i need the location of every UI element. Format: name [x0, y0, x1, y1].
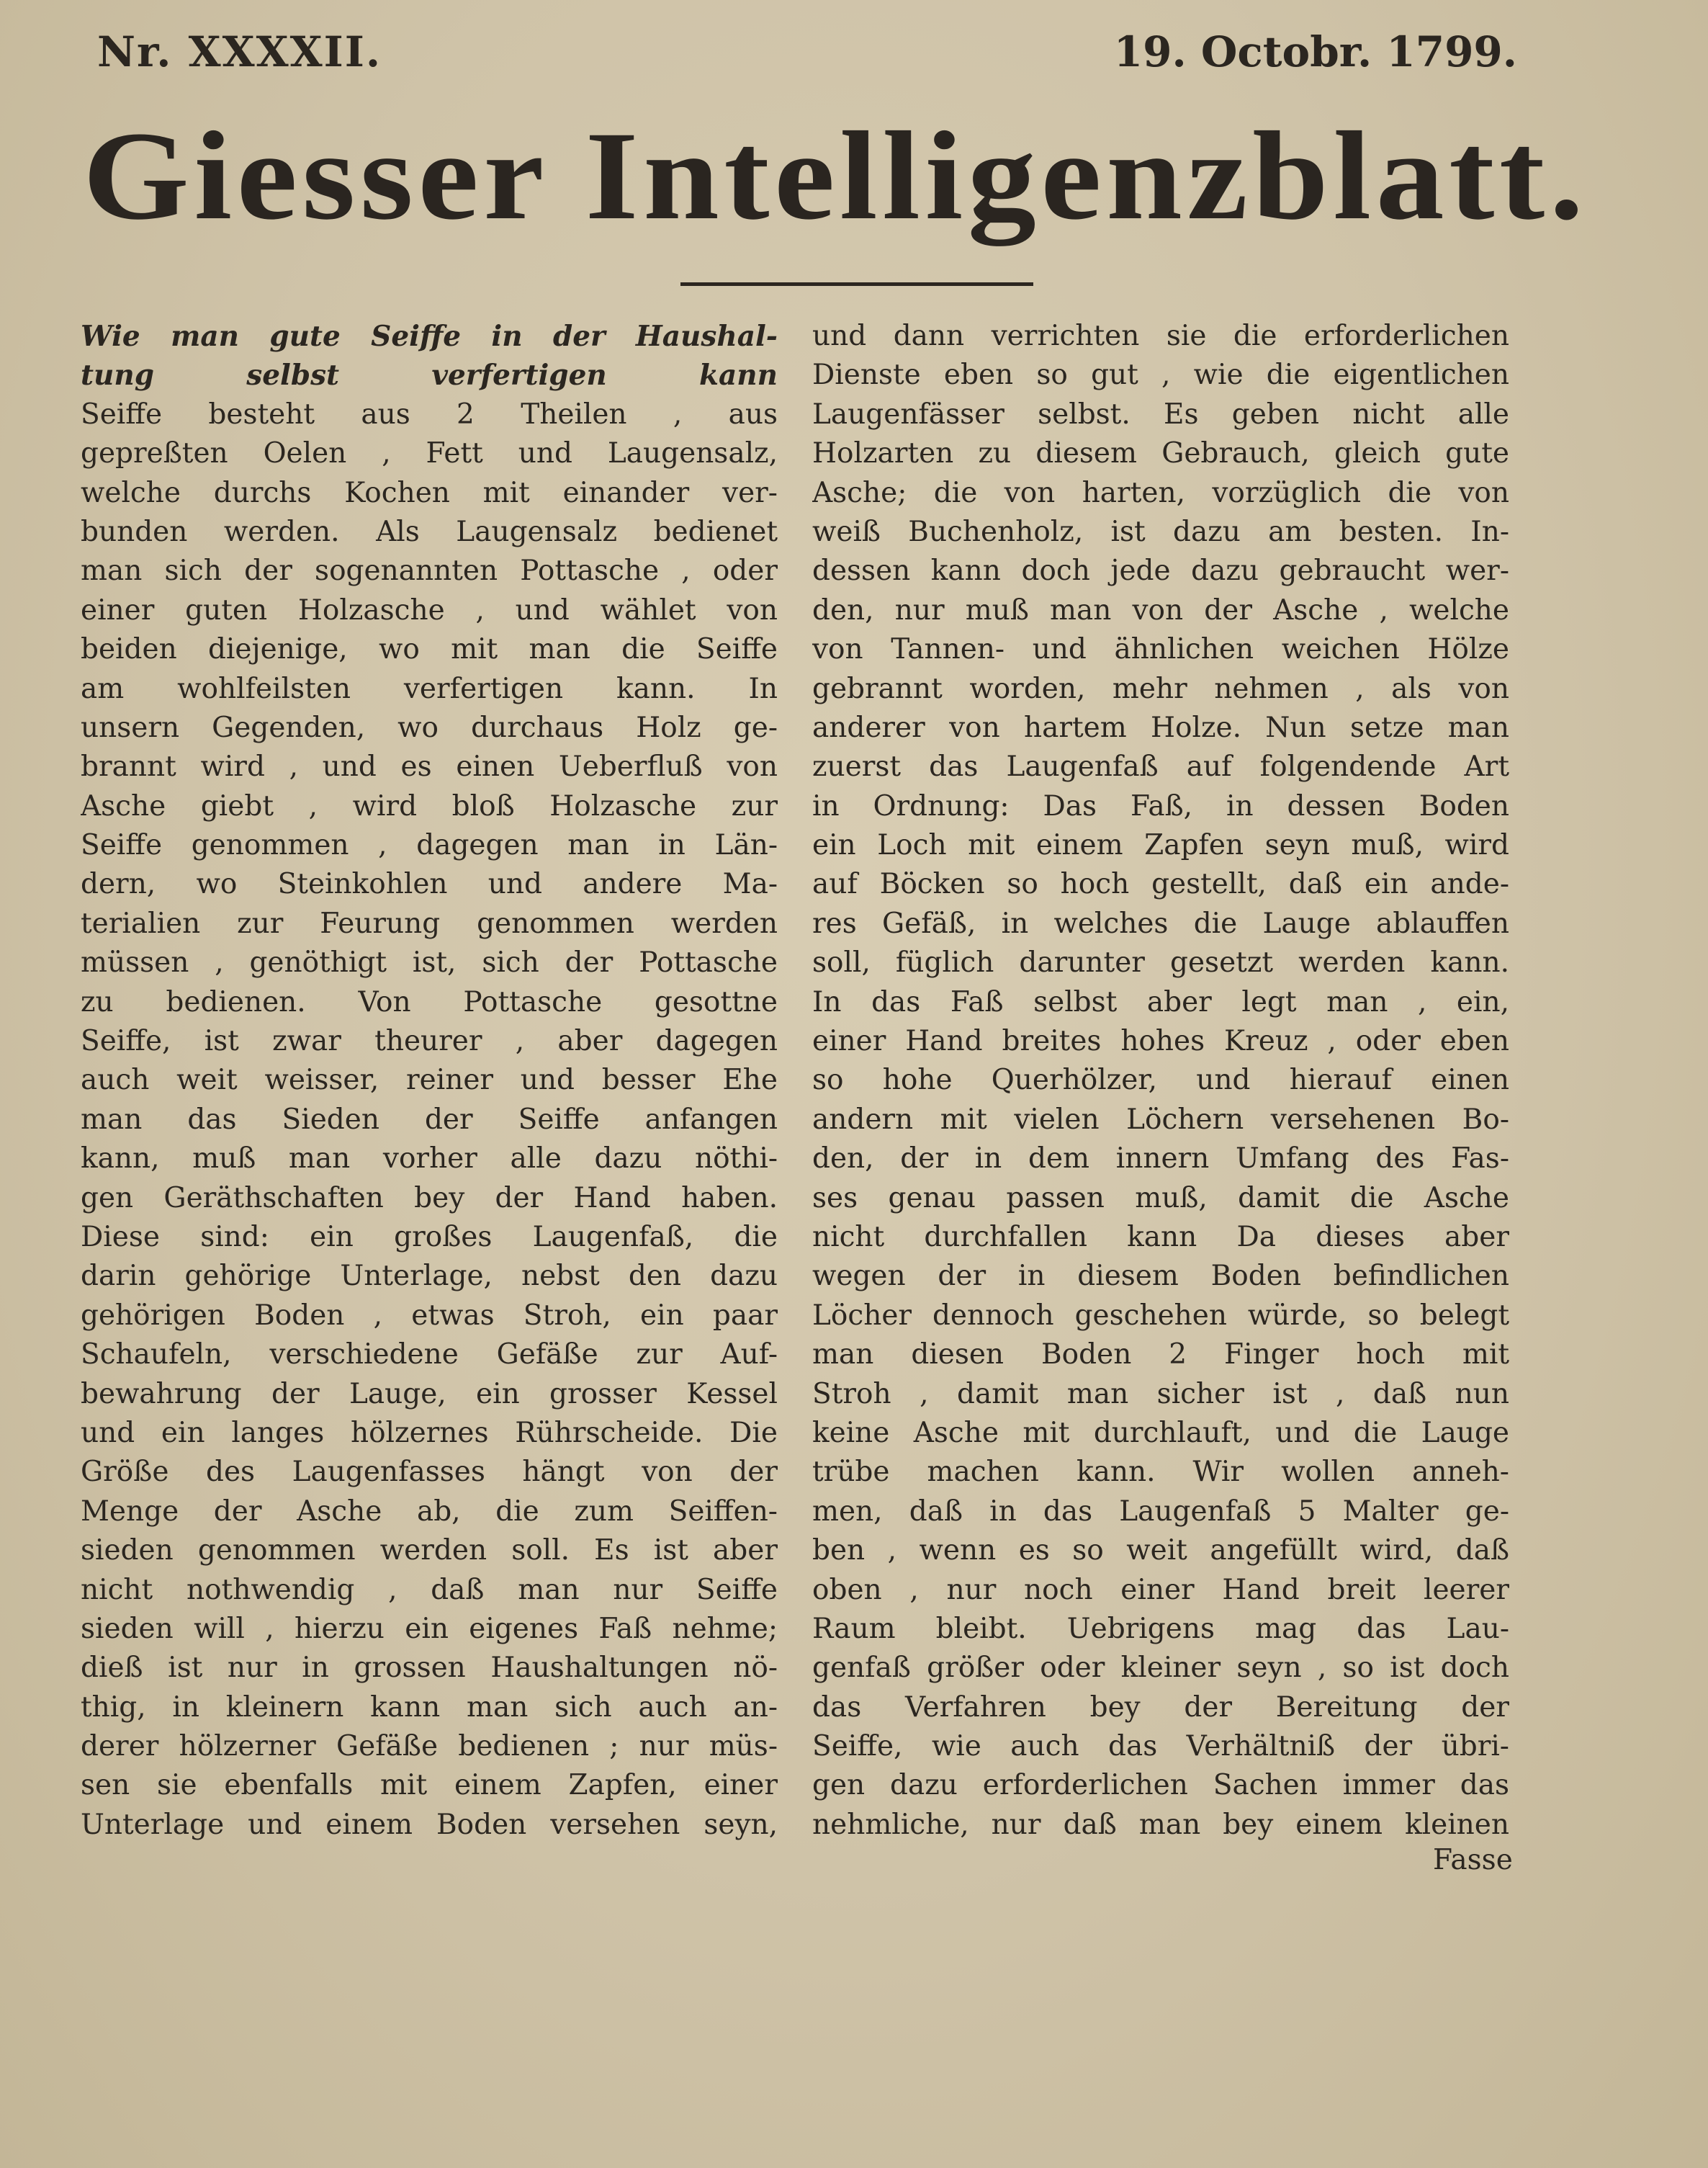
text-line: gehörigen Boden , etwas Stroh, ein paar [81, 1299, 778, 1332]
text-line: sen sie ebenfalls mit einem Zapfen, einer [81, 1769, 778, 1802]
text-line: sieden genommen werden soll. Es ist aber [81, 1534, 778, 1567]
text-line: zuerst das Laugenfaß auf folgendende Art [812, 751, 1509, 784]
text-line: man sich der sogenannten Pottasche , oder [81, 555, 778, 588]
text-line: dessen kann doch jede dazu gebraucht wer- [812, 555, 1509, 588]
text-line: Laugenfässer selbst. Es geben nicht alle [812, 398, 1509, 431]
text-line: genfaß größer oder kleiner seyn , so ist doch [812, 1652, 1509, 1685]
text-line: welche durchs Kochen mit einander ver- [81, 476, 778, 509]
text-line: Löcher dennoch geschehen würde, so belegt [812, 1299, 1509, 1332]
text-line: in Ordnung: Das Faß, in dessen Boden [812, 789, 1509, 823]
text-line: Unterlage und einem Boden versehen seyn, [81, 1808, 778, 1841]
masthead-title: Giesser Intelligenzblatt. [83, 106, 1588, 246]
right-column [812, 317, 1509, 1845]
text-line: Seiffe genommen , dagegen man in Län- [81, 829, 778, 862]
text-line: gebrannt worden, mehr nehmen , als von [812, 672, 1509, 705]
text-line: Seiffe, ist zwar theurer , aber dagegen [81, 1025, 778, 1058]
text-line: gepreßten Oelen , Fett und Laugensalz, [81, 437, 778, 470]
text-line: ses genau passen muß, damit die Asche [812, 1181, 1509, 1214]
text-line: Asche giebt , wird bloß Holzasche zur [81, 789, 778, 823]
text-line: trübe machen kann. Wir wollen anneh- [812, 1456, 1509, 1489]
text-line: und dann verrichten sie die erforderlichen [812, 320, 1509, 352]
text-line: bewahrung der Lauge, ein grosser Kessel [81, 1377, 778, 1410]
text-line: Holzarten zu diesem Gebrauch, gleich gute [812, 437, 1509, 470]
text-line: kann, muß man vorher alle dazu nöthi- [81, 1142, 778, 1175]
text-line: und ein langes hölzernes Rührscheide. Die [81, 1416, 778, 1449]
text-line: man diesen Boden 2 Finger hoch mit [812, 1338, 1509, 1371]
text-line: Größe des Laugenfasses hängt von der [81, 1456, 778, 1489]
text-line: bunden werden. Als Laugensalz bedienet [81, 515, 778, 548]
text-line: einer Hand breites hohes Kreuz , oder eben [812, 1025, 1509, 1058]
text-line: thig, in kleinern kann man sich auch an- [81, 1690, 778, 1724]
catchword: Fasse [1433, 1844, 1513, 1876]
text-line: nicht nothwendig , daß man nur Seiffe [81, 1573, 778, 1606]
text-line: men, daß in das Laugenfaß 5 Malter ge- [812, 1495, 1509, 1528]
text-line: von Tannen- und ähnlichen weichen Hölze [812, 633, 1509, 666]
text-line: andern mit vielen Löchern versehenen Bo- [812, 1103, 1509, 1136]
text-line: nicht durchfallen kann Da dieses aber [812, 1220, 1509, 1253]
text-line: man das Sieden der Seiffe anfangen [81, 1103, 778, 1136]
text-line: terialien zur Feurung genommen werden [81, 907, 778, 940]
text-line: müssen , genöthigt ist, sich der Pottasche [81, 946, 778, 980]
text-line: oben , nur noch einer Hand breit leerer [812, 1573, 1509, 1606]
issue-date: 19. Octobr. 1799. [1113, 27, 1517, 76]
text-line: soll, füglich darunter gesetzt werden kann. [812, 946, 1509, 980]
text-line: ben , wenn es so weit angefüllt wird, daß [812, 1534, 1509, 1567]
text-line: sieden will , hierzu ein eigenes Faß nehme; [81, 1612, 778, 1645]
text-line: Seiffe, wie auch das Verhältniß der übri- [812, 1730, 1509, 1763]
text-line: Stroh , damit man sicher ist , daß nun [812, 1377, 1509, 1410]
text-line: Raum bleibt. Uebrigens mag das Lau- [812, 1612, 1509, 1645]
text-line: auch weit weisser, reiner und besser Ehe [81, 1064, 778, 1097]
header-row [0, 20, 1708, 99]
left-column [81, 317, 778, 1845]
text-line: Menge der Asche ab, die zum Seiffen- [81, 1495, 778, 1528]
text-line: Dienste eben so gut , wie die eigentlichen [812, 359, 1509, 392]
text-line: nehmliche, nur daß man bey einem kleinen [812, 1808, 1509, 1841]
text-line: dern, wo Steinkohlen und andere Ma- [81, 868, 778, 901]
text-line: gen dazu erforderlichen Sachen immer das [812, 1769, 1509, 1802]
text-line: den, der in dem innern Umfang des Fas- [812, 1142, 1509, 1175]
issue-number: Nr. XXXXII. [97, 27, 382, 76]
text-line: Seiffe besteht aus 2 Theilen , aus [81, 398, 778, 431]
text-line: wegen der in diesem Boden befindlichen [812, 1260, 1509, 1293]
text-line: anderer von hartem Holze. Nun setze man [812, 711, 1509, 744]
text-line: Diese sind: ein großes Laugenfaß, die [81, 1220, 778, 1253]
article-heading-line: Wie man gute Seiffe in der Haushal- [81, 320, 778, 353]
text-line: Asche; die von harten, vorzüglich die von [812, 476, 1509, 509]
text-line: ein Loch mit einem Zapfen seyn muß, wird [812, 829, 1509, 862]
text-line: so hohe Querhölzer, und hierauf einen [812, 1064, 1509, 1097]
text-line: weiß Buchenholz, ist dazu am besten. In- [812, 515, 1509, 548]
text-line: In das Faß selbst aber legt man , ein, [812, 985, 1509, 1018]
text-line: auf Böcken so hoch gestellt, daß ein ande- [812, 868, 1509, 901]
text-line: einer guten Holzasche , und wählet von [81, 593, 778, 627]
text-line: res Gefäß, in welches die Lauge ablauffen [812, 907, 1509, 940]
text-line: Schaufeln, verschiedene Gefäße zur Auf- [81, 1338, 778, 1371]
article-heading-line: tung selbst verfertigen kann [81, 359, 778, 393]
text-line: brannt wird , und es einen Ueberfluß von [81, 751, 778, 784]
text-line: derer hölzerner Gefäße bedienen ; nur müs- [81, 1730, 778, 1763]
text-line: gen Geräthschaften bey der Hand haben. [81, 1181, 778, 1214]
text-line: dieß ist nur in grossen Haushaltungen nö- [81, 1652, 778, 1685]
text-line: das Verfahren bey der Bereitung der [812, 1690, 1509, 1724]
masthead-rule [680, 282, 1033, 286]
text-line: unsern Gegenden, wo durchaus Holz ge- [81, 711, 778, 744]
text-line: zu bedienen. Von Pottasche gesottne [81, 985, 778, 1018]
text-line: keine Asche mit durchlauft, und die Lauge [812, 1416, 1509, 1449]
text-line: beiden diejenige, wo mit man die Seiffe [81, 633, 778, 666]
text-line: den, nur muß man von der Asche , welche [812, 593, 1509, 627]
text-line: am wohlfeilsten verfertigen kann. In [81, 672, 778, 705]
text-line: darin gehörige Unterlage, nebst den dazu [81, 1260, 778, 1293]
